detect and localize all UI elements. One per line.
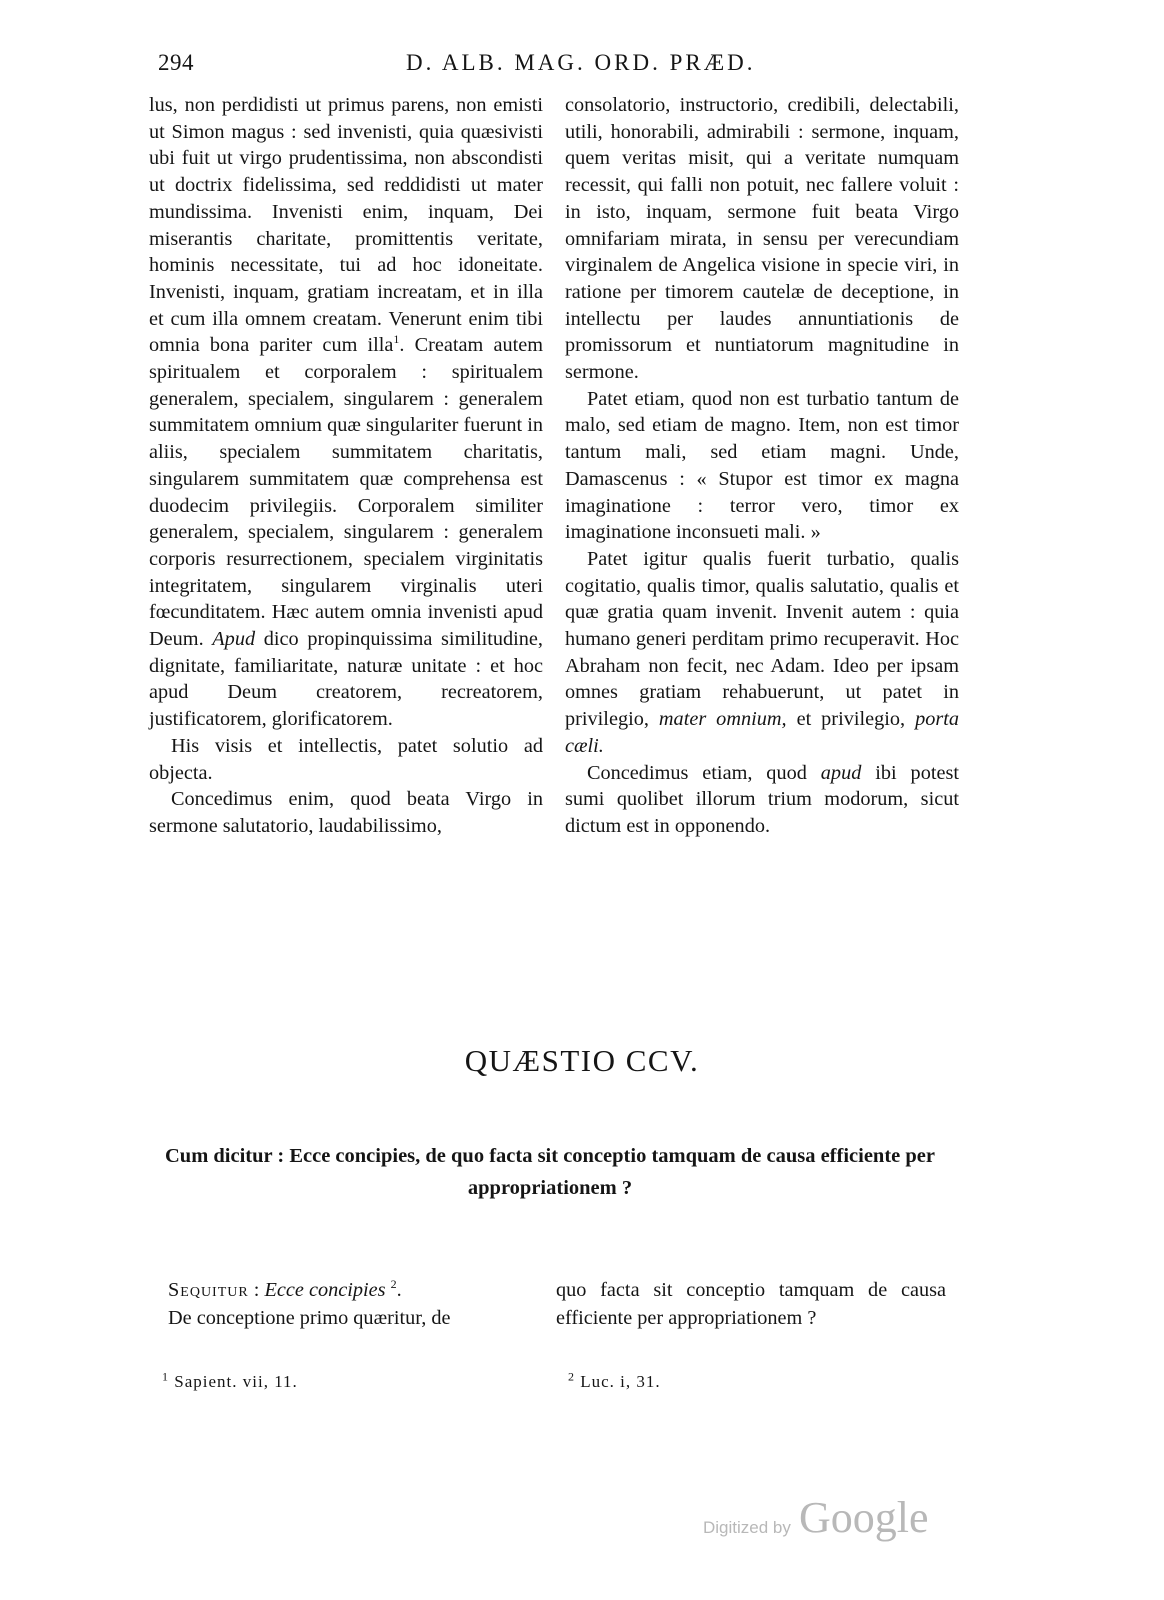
bottom-right-column	[556, 1276, 946, 1332]
watermark-logo: Google	[799, 1493, 929, 1542]
footnote-mark: 1	[162, 1369, 169, 1384]
running-title: D. ALB. MAG. ORD. PRÆD.	[406, 50, 756, 75]
question-subtitle: Cum dicitur : Ecce concipies, de quo facta sit conceptio tamquam de causa efficiente per appropriationem ?	[165, 1145, 935, 1199]
paragraph: Concedimus enim, quod beata Virgo in sermone salutatorio, laudabilissimo,	[149, 788, 543, 837]
paragraph: consolatorio, instructorio, credibili, delectabili, utili, honorabili, admirabili : sermone, inquam, quem veritas misit, qui a veritate numquam recessit, qui falli non potuit, nec fallere voluit : in isto, inquam, sermone fuit beata Virgo omnifariam mirata, in sensu per verecundiam virginalem de Angelica visione in specie viri, in ratione per timorem cautelæ de deceptione, in intellectu per laudes annuntiationis de promissorum et nuntiatorum magnitudine in sermone.	[565, 94, 959, 384]
page-header	[158, 50, 958, 84]
bottom-left-column	[168, 1276, 558, 1332]
watermark-small: Digitized by	[703, 1518, 791, 1537]
right-column	[565, 92, 959, 840]
footnote-text: Luc. i, 31.	[580, 1372, 661, 1391]
paragraph: quo facta sit conceptio tamquam de causa efficiente per appropriationem ?	[556, 1279, 946, 1329]
text-run: ibi potest sumi quolibet illorum trium modorum, sicut dictum est in opponendo.	[565, 761, 960, 837]
footnote-text: Sapient. vii, 11.	[174, 1372, 298, 1391]
italic-run: Ecce concipies	[264, 1279, 386, 1301]
footnote-left	[162, 1369, 298, 1392]
text-run: :	[248, 1279, 265, 1301]
small-caps-run: Sequitur	[168, 1279, 249, 1301]
paragraph	[565, 760, 959, 840]
text-run: Patet igitur qualis fuerit turbatio, qualis cogitatio, qualis timor, qualis salutatio, qualis et quæ gratia quam invenit. Invenit autem : quia humano generi perditam primo recuperavit. Hoc Abraham non fecit, nec Adam. Ideo per ipsam omnes gratiam rehabuerunt, ut patet in privilegio,	[565, 547, 959, 731]
italic-run: apud	[820, 761, 862, 784]
question-title: QUÆSTIO CCV.	[464, 1043, 700, 1078]
footnote-right	[568, 1369, 661, 1392]
text-run: et privilegio,	[796, 708, 906, 731]
text-run: . Creatam autem spiritualem et corporalem : spiritualem generalem, specialem, singularem : generalem summitatem omnium quæ singulariter fuerunt in aliis, specialem summitatem charitatis, singularem summitatem quæ comprehensa est duodecim privilegiis. Corporalem similiter generalem, specialem, singularem : generalem corporis resurrectionem, specialem virginitatis integritatem, singularem virginalis uteri fœcunditatem. Hæc autem omnia invenisti apud Deum.	[149, 334, 543, 651]
paragraph: His visis et intellectis, patet solutio ad objecta.	[149, 734, 543, 784]
google-watermark	[703, 1492, 943, 1552]
paragraph	[168, 1276, 558, 1304]
italic-run: mater omnium,	[658, 708, 787, 731]
text-run: .	[396, 1279, 402, 1301]
paragraph	[565, 546, 959, 760]
paragraph	[149, 92, 543, 733]
page-number: 294	[158, 50, 194, 75]
footnote-mark: 2	[568, 1369, 575, 1384]
paragraph: Patet etiam, quod non est turbatio tantum de malo, sed etiam de magno. Item, non est timor tantum mali, sed etiam magni. Unde, Damascenus : « Stupor est timor ex magna imaginatione : terror vero, timor ex imaginatione inconsueti mali. »	[565, 387, 959, 544]
left-column	[149, 92, 543, 840]
italic-run: Apud	[212, 628, 256, 651]
footnote-ref: 2	[390, 1277, 397, 1292]
text-run: dico propinquissima similitudine, dignitate, familiaritate, naturæ unitate : et hoc apud Deum creatorem, recreatorem, justificatorem, glorificatorem.	[149, 628, 544, 731]
footnote-ref: 1	[393, 332, 400, 347]
text-run: lus, non perdidisti ut primus parens, non emisti ut Simon magus : sed invenisti, quia quæsivisti ubi fuit ut virgo prudentissima, non abscondisti ut doctrix fidelissima, sed reddidisti ut mater mundissima. Invenisti enim, inquam, Dei miserantis charitate, promittentis veritate, hominis necessitate, tui ad hoc idoneitate. Invenisti, inquam, gratiam increatam, et in illa et cum illa omnem creatam. Venerunt enim tibi omnia bona pariter cum illa	[149, 94, 543, 357]
paragraph: De conceptione primo quæritur, de	[168, 1307, 451, 1329]
italic-run: porta cæli.	[565, 708, 960, 757]
text-run: Concedimus etiam, quod	[587, 761, 807, 784]
